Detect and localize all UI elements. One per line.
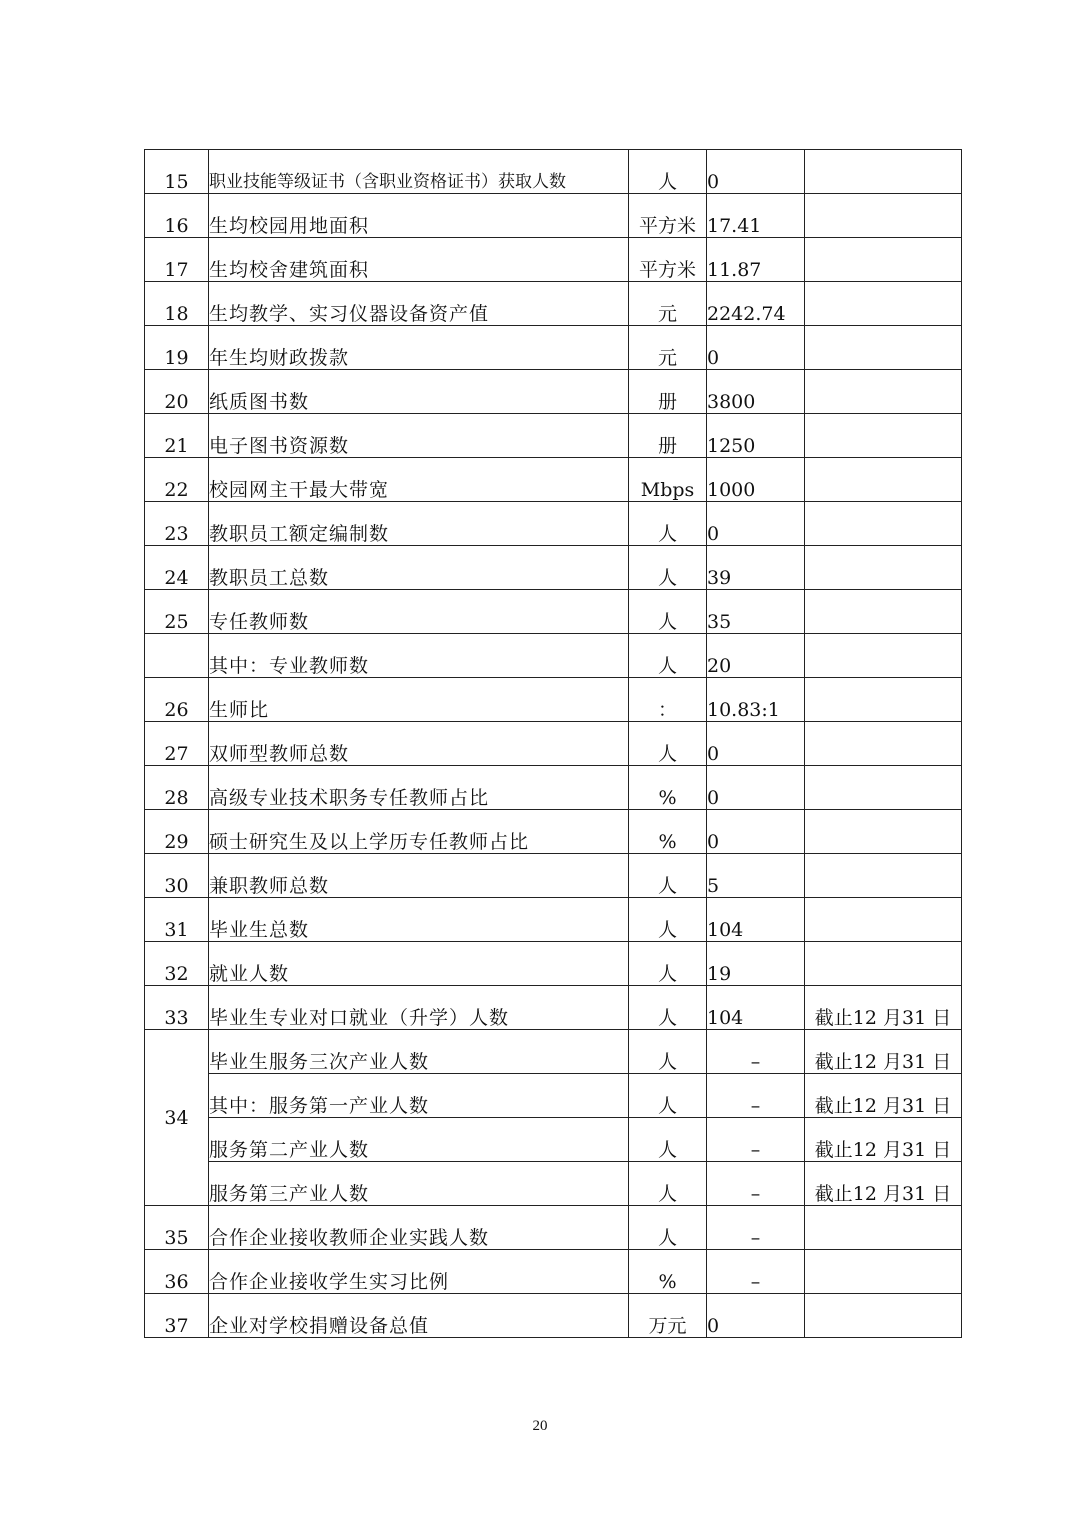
- row-number: 31: [145, 898, 209, 942]
- table-row: [145, 1118, 962, 1162]
- value: –: [707, 1206, 805, 1250]
- note: [805, 766, 962, 810]
- value: 104: [707, 986, 805, 1030]
- unit: 人: [629, 854, 707, 898]
- table-row: [145, 370, 962, 414]
- item-name: 生师比: [209, 678, 629, 722]
- item-name: 年生均财政拨款: [209, 326, 629, 370]
- unit: 人: [629, 1118, 707, 1162]
- row-number: 37: [145, 1294, 209, 1338]
- value: 2242.74: [707, 282, 805, 326]
- row-number: 33: [145, 986, 209, 1030]
- value: 11.87: [707, 238, 805, 282]
- table-row: [145, 282, 962, 326]
- value: 0: [707, 722, 805, 766]
- unit: 人: [629, 1162, 707, 1206]
- note: 截止12 月31 日: [805, 1162, 962, 1206]
- value: –: [707, 1162, 805, 1206]
- item-name: 职业技能等级证书（含职业资格证书）获取人数: [209, 150, 629, 194]
- note: [805, 370, 962, 414]
- unit: 人: [629, 1206, 707, 1250]
- note: [805, 458, 962, 502]
- row-number: 17: [145, 238, 209, 282]
- item-name: 合作企业接收学生实习比例: [209, 1250, 629, 1294]
- note: [805, 634, 962, 678]
- unit: %: [629, 1250, 707, 1294]
- item-name: 毕业生专业对口就业（升学）人数: [209, 986, 629, 1030]
- value: 3800: [707, 370, 805, 414]
- table-row: [145, 766, 962, 810]
- item-name: 毕业生服务三次产业人数: [209, 1030, 629, 1074]
- table-row: [145, 1250, 962, 1294]
- value: –: [707, 1074, 805, 1118]
- note: [805, 502, 962, 546]
- value: 19: [707, 942, 805, 986]
- unit: 册: [629, 370, 707, 414]
- value: 104: [707, 898, 805, 942]
- row-number: [145, 634, 209, 678]
- value: 35: [707, 590, 805, 634]
- table-row: [145, 150, 962, 194]
- unit: 人: [629, 502, 707, 546]
- note: [805, 722, 962, 766]
- unit: 人: [629, 150, 707, 194]
- unit: 平方米: [629, 238, 707, 282]
- row-number: 34: [145, 1030, 209, 1206]
- value: 1250: [707, 414, 805, 458]
- table-row: [145, 238, 962, 282]
- note: [805, 810, 962, 854]
- table-row: [145, 502, 962, 546]
- row-number: 21: [145, 414, 209, 458]
- note: 截止12 月31 日: [805, 986, 962, 1030]
- value: 17.41: [707, 194, 805, 238]
- row-number: 16: [145, 194, 209, 238]
- item-name: 高级专业技术职务专任教师占比: [209, 766, 629, 810]
- note: [805, 1294, 962, 1338]
- value: 39: [707, 546, 805, 590]
- unit: 人: [629, 898, 707, 942]
- note: [805, 898, 962, 942]
- unit: 人: [629, 722, 707, 766]
- note: [805, 546, 962, 590]
- item-name: 专任教师数: [209, 590, 629, 634]
- item-name: 双师型教师总数: [209, 722, 629, 766]
- unit: 人: [629, 590, 707, 634]
- item-name: 电子图书资源数: [209, 414, 629, 458]
- table-row: [145, 986, 962, 1030]
- note: [805, 1250, 962, 1294]
- item-name: 硕士研究生及以上学历专任教师占比: [209, 810, 629, 854]
- value: –: [707, 1250, 805, 1294]
- row-number: 25: [145, 590, 209, 634]
- value: 10.83:1: [707, 678, 805, 722]
- row-number: 27: [145, 722, 209, 766]
- table-row: [145, 590, 962, 634]
- table-row: [145, 898, 962, 942]
- table-row: [145, 326, 962, 370]
- value: 0: [707, 326, 805, 370]
- item-name: 兼职教师总数: [209, 854, 629, 898]
- item-name: 教职员工总数: [209, 546, 629, 590]
- item-name: 生均校园用地面积: [209, 194, 629, 238]
- unit: %: [629, 766, 707, 810]
- table-row: [145, 722, 962, 766]
- item-name: 教职员工额定编制数: [209, 502, 629, 546]
- item-name: 就业人数: [209, 942, 629, 986]
- unit: 元: [629, 326, 707, 370]
- table-row: [145, 546, 962, 590]
- table-row: [145, 1294, 962, 1338]
- table-row: [145, 810, 962, 854]
- unit: %: [629, 810, 707, 854]
- value: –: [707, 1118, 805, 1162]
- unit: 人: [629, 634, 707, 678]
- note: [805, 238, 962, 282]
- item-name: 企业对学校捐赠设备总值: [209, 1294, 629, 1338]
- item-name: 校园网主干最大带宽: [209, 458, 629, 502]
- table-row: [145, 1162, 962, 1206]
- unit: ：: [629, 678, 707, 722]
- value: 1000: [707, 458, 805, 502]
- table-row: [145, 634, 962, 678]
- unit: 人: [629, 1030, 707, 1074]
- value: 0: [707, 150, 805, 194]
- value: 0: [707, 502, 805, 546]
- item-name: 服务第二产业人数: [209, 1118, 629, 1162]
- unit: 人: [629, 1074, 707, 1118]
- value: 0: [707, 810, 805, 854]
- row-number: 35: [145, 1206, 209, 1250]
- row-number: 19: [145, 326, 209, 370]
- note: 截止12 月31 日: [805, 1074, 962, 1118]
- item-name: 服务第三产业人数: [209, 1162, 629, 1206]
- row-number: 22: [145, 458, 209, 502]
- item-name: 其中：服务第一产业人数: [209, 1074, 629, 1118]
- note: [805, 326, 962, 370]
- table-row: [145, 194, 962, 238]
- unit: 人: [629, 546, 707, 590]
- note: [805, 282, 962, 326]
- item-name: 纸质图书数: [209, 370, 629, 414]
- table-row: [145, 942, 962, 986]
- row-number: 18: [145, 282, 209, 326]
- unit: Mbps: [629, 458, 707, 502]
- unit: 元: [629, 282, 707, 326]
- value: –: [707, 1030, 805, 1074]
- item-name: 生均教学、实习仪器设备资产值: [209, 282, 629, 326]
- row-number: 28: [145, 766, 209, 810]
- value: 0: [707, 1294, 805, 1338]
- table-row: [145, 678, 962, 722]
- row-number: 29: [145, 810, 209, 854]
- table-row: [145, 458, 962, 502]
- item-name: 其中：专业教师数: [209, 634, 629, 678]
- item-name: 生均校舍建筑面积: [209, 238, 629, 282]
- row-number: 24: [145, 546, 209, 590]
- row-number: 26: [145, 678, 209, 722]
- value: 5: [707, 854, 805, 898]
- table-row: [145, 1074, 962, 1118]
- unit: 人: [629, 942, 707, 986]
- note: 截止12 月31 日: [805, 1118, 962, 1162]
- row-number: 30: [145, 854, 209, 898]
- table-row: [145, 1206, 962, 1250]
- table-row: [145, 1030, 962, 1074]
- note: [805, 414, 962, 458]
- row-number: 32: [145, 942, 209, 986]
- note: [805, 678, 962, 722]
- unit: 册: [629, 414, 707, 458]
- unit: 万元: [629, 1294, 707, 1338]
- note: 截止12 月31 日: [805, 1030, 962, 1074]
- row-number: 15: [145, 150, 209, 194]
- table-row: [145, 414, 962, 458]
- note: [805, 1206, 962, 1250]
- note: [805, 194, 962, 238]
- item-name: 毕业生总数: [209, 898, 629, 942]
- unit: 平方米: [629, 194, 707, 238]
- value: 0: [707, 766, 805, 810]
- note: [805, 150, 962, 194]
- note: [805, 942, 962, 986]
- page-number: 20: [532, 1418, 548, 1434]
- note: [805, 590, 962, 634]
- item-name: 合作企业接收教师企业实践人数: [209, 1206, 629, 1250]
- value: 20: [707, 634, 805, 678]
- row-number: 36: [145, 1250, 209, 1294]
- table-row: [145, 854, 962, 898]
- indicator-table: [144, 149, 962, 1338]
- unit: 人: [629, 986, 707, 1030]
- note: [805, 854, 962, 898]
- row-number: 20: [145, 370, 209, 414]
- row-number: 23: [145, 502, 209, 546]
